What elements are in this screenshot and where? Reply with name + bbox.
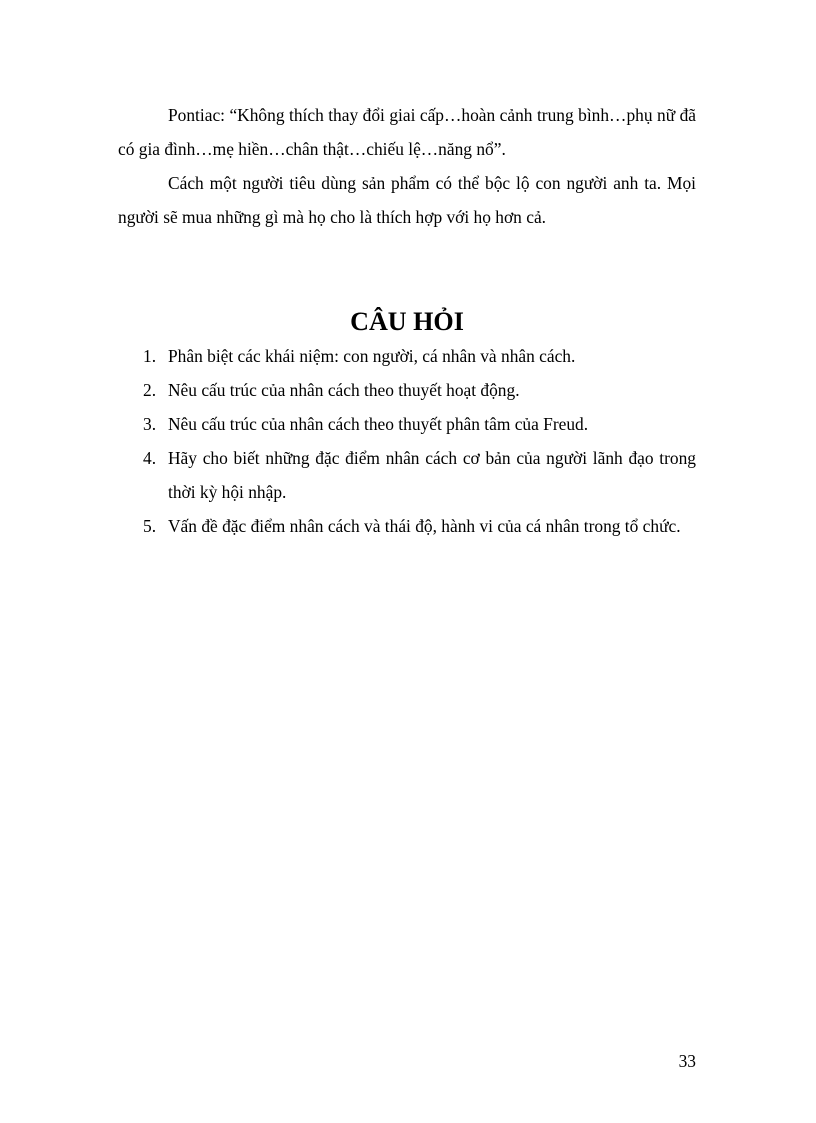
question-number: 5. (143, 516, 157, 536)
question-text: Vấn đề đặc điểm nhân cách và thái độ, hành vi của cá nhân trong tổ chức. (168, 516, 681, 536)
questions-list (118, 339, 696, 543)
question-item (143, 373, 696, 407)
page-number: 33 (678, 1051, 696, 1071)
question-text: Phân biệt các khái niệm: con người, cá nhân và nhân cách. (168, 346, 576, 366)
question-item (143, 509, 696, 543)
question-text: Nêu cấu trúc của nhân cách theo thuyết phân tâm của Freud. (168, 414, 589, 434)
questions-heading: CÂU HỎI (350, 307, 464, 336)
paragraph-consumer: Cách một người tiêu dùng sản phẩm có thể bộc lộ con người anh ta. Mọi người sẽ mua những gì mà họ cho là thích hợp với họ hơn cả. (118, 173, 696, 227)
question-number: 3. (143, 414, 157, 434)
question-item (143, 441, 696, 509)
paragraph-pontiac: Pontiac: “Không thích thay đổi giai cấp…hoàn cảnh trung bình…phụ nữ đã có gia đình…mẹ hiền…chân thật…chiếu lệ…năng nổ”. (118, 105, 696, 159)
question-number: 1. (143, 346, 157, 366)
question-number: 4. (143, 448, 157, 468)
question-number: 2. (143, 380, 157, 400)
question-item (143, 407, 696, 441)
question-text: Nêu cấu trúc của nhân cách theo thuyết hoạt động. (168, 380, 520, 400)
question-text: Hãy cho biết những đặc điểm nhân cách cơ bản của người lãnh đạo trong thời kỳ hội nhập. (168, 448, 696, 502)
question-item (143, 339, 696, 373)
